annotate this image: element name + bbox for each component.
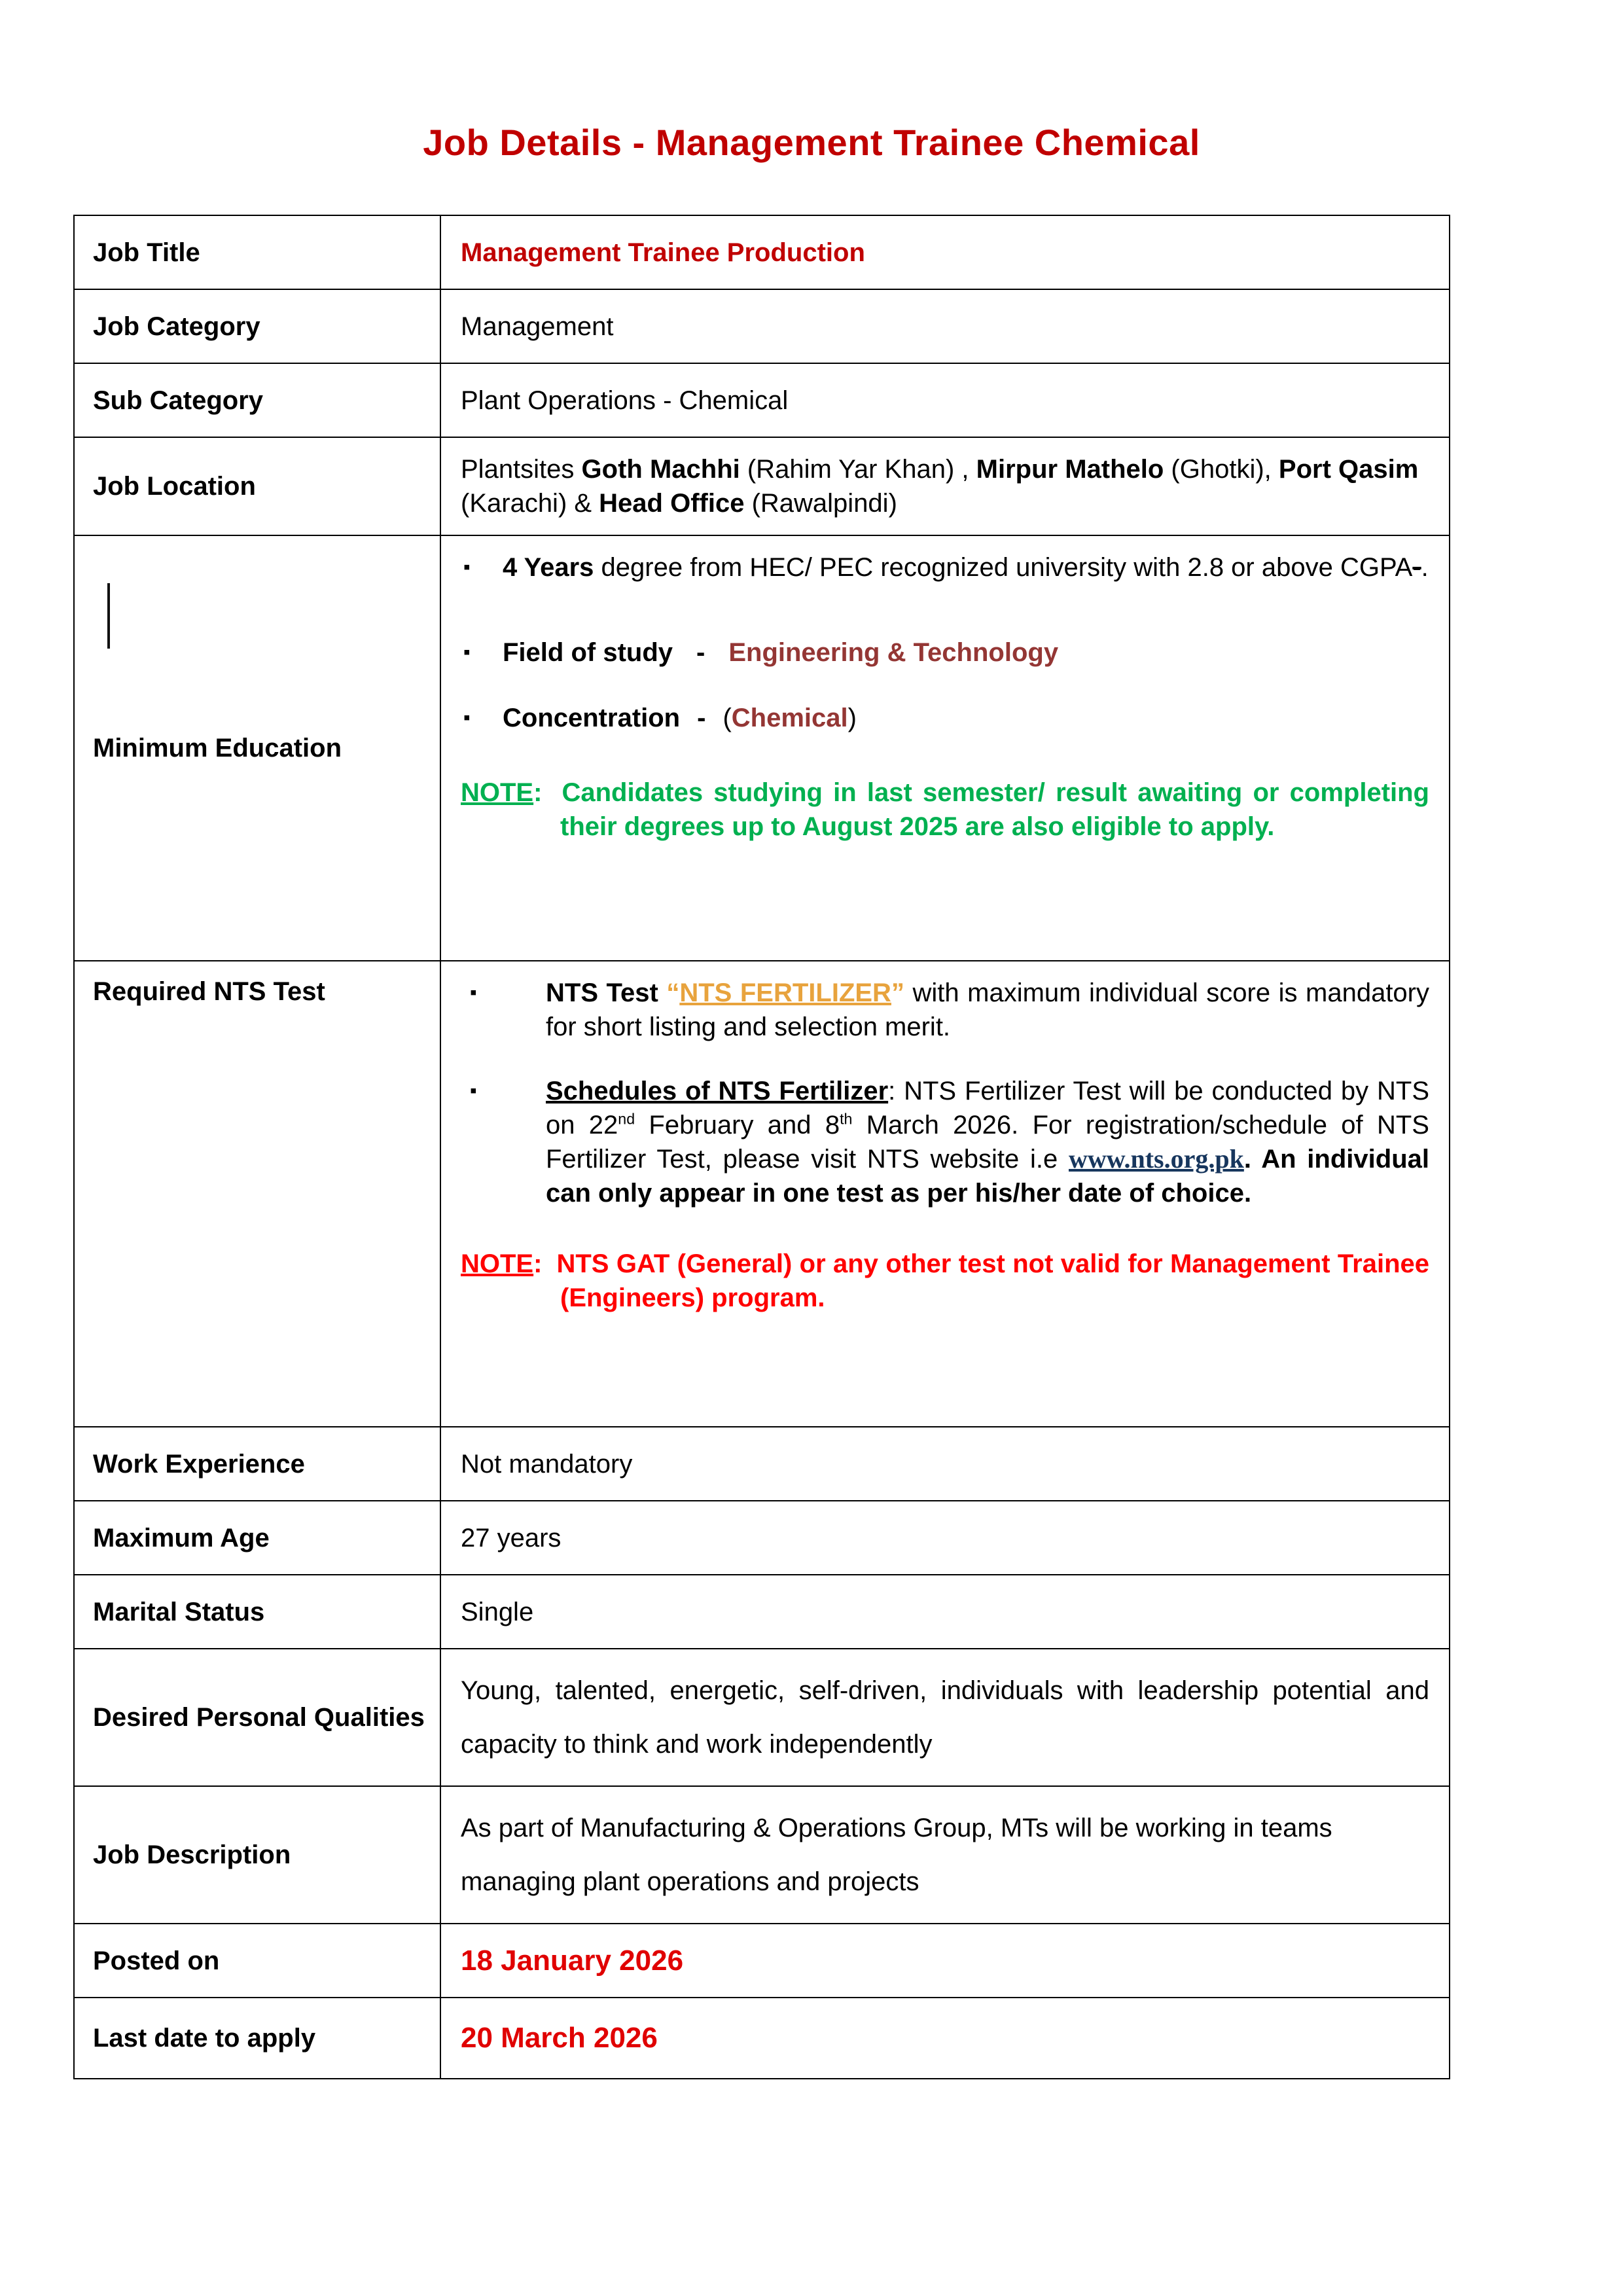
maximum-age-value: 27 years [440, 1501, 1450, 1575]
job-description-label: Job Description [74, 1786, 440, 1924]
last-date-to-apply-cell [440, 1998, 1450, 2079]
text-run: Head Office [599, 489, 745, 518]
row-desired-personal-qualities [74, 1649, 1450, 1786]
text-run: (Rawalpindi) [744, 489, 897, 518]
row-work-experience [74, 1427, 1450, 1501]
sub-category-value: Plant Operations - Chemical [440, 363, 1450, 437]
sub-category-label: Sub Category [74, 363, 440, 437]
posted-on-label: Posted on [74, 1924, 440, 1998]
text-run: with maximum individual score is mandatory for short listing and selection merit. [546, 978, 1429, 1041]
text-run: : NTS Fertilizer Test will be conducted by NTS on 22 [546, 1077, 1430, 1139]
job-category-value: Management [440, 289, 1450, 363]
text-run: Field of study [503, 638, 673, 667]
job-description-value: As part of Manufacturing & Operations Group, MTs will be working in teams managing plant operations and projects [440, 1786, 1450, 1924]
row-sub-category [74, 363, 1450, 437]
row-maximum-age [74, 1501, 1450, 1575]
text-run: (Rahim Yar Khan) , [740, 455, 976, 484]
job-details-table [73, 215, 1450, 2079]
text-run: Port Qasim [1278, 455, 1419, 484]
required-nts-test-label: Required NTS Test [74, 961, 440, 1427]
job-category-label: Job Category [74, 289, 440, 363]
field-of-study-item [461, 636, 1429, 670]
nts-test-item [461, 976, 1429, 1044]
text-run: Mirpur Mathelo [976, 455, 1164, 484]
row-job-location [74, 437, 1450, 535]
desired-personal-qualities-label: Desired Personal Qualities [74, 1649, 440, 1786]
text-run: degree from HEC/ PEC recognized university with 2.8 or above CGPA [594, 553, 1413, 582]
last-date-to-apply-label: Last date to apply [74, 1998, 440, 2079]
text-run: February and 8 [635, 1111, 840, 1139]
text-run: : [533, 1249, 543, 1278]
text-run: ” [891, 978, 904, 1007]
row-minimum-education [74, 535, 1450, 961]
job-title-cell [440, 215, 1450, 289]
last-date-to-apply-value: 20 March 2026 [461, 2022, 658, 2054]
text-run: Plantsites [461, 455, 582, 484]
minimum-education-label: Minimum Education [93, 734, 342, 762]
required-nts-test-cell [440, 961, 1450, 1427]
note-text: NTS GAT (General) or any other test not valid for Management Trainee (Engineers) program. [556, 1249, 1429, 1312]
text-run: : [533, 778, 543, 807]
row-job-description [74, 1786, 1450, 1924]
job-location-label: Job Location [74, 437, 440, 535]
text-run: ) [847, 704, 857, 732]
text-run: “ [666, 978, 680, 1007]
marital-status-label: Marital Status [74, 1575, 440, 1649]
nts-website-link[interactable]: www.nts.org.pk [1069, 1144, 1244, 1174]
text-cursor-caret [107, 583, 110, 649]
job-title-value: Management Trainee Production [461, 238, 865, 267]
posted-on-value: 18 January 2026 [461, 1944, 684, 1977]
concentration-value: Chemical [731, 704, 848, 732]
job-location-cell [440, 437, 1450, 535]
posted-on-cell [440, 1924, 1450, 1998]
text-run: (Ghotki), [1164, 455, 1279, 484]
text-run: . [1243, 1145, 1262, 1174]
nts-note [461, 1247, 1429, 1315]
text-run: March 2026. For registration/schedule of NTS Fertilizer Test, please visit NTS website i.e [546, 1111, 1429, 1174]
note-keyword: NOTE [461, 778, 534, 807]
desired-personal-qualities-value: Young, talented, energetic, self-driven, individuals with leadership potential and capacity to think and work independently [440, 1649, 1450, 1786]
text-run: ( [722, 704, 732, 732]
work-experience-value: Not mandatory [440, 1427, 1450, 1501]
row-job-category [74, 289, 1450, 363]
text-run: 4 Years [503, 553, 594, 582]
nts-schedule-item [461, 1074, 1429, 1210]
text-run: Concentration [503, 704, 681, 732]
text-run: (Karachi) & [461, 489, 599, 518]
text-run: Goth Machhi [581, 455, 740, 484]
row-last-date-to-apply [74, 1998, 1450, 2079]
maximum-age-label: Maximum Age [74, 1501, 440, 1575]
note-text: Candidates studying in last semester/ result awaiting or completing their degrees up to August 2025 are also eligible to apply. [560, 778, 1429, 841]
row-job-title [74, 215, 1450, 289]
text-run: NTS Test [546, 978, 667, 1007]
ordinal-suffix: th [840, 1110, 853, 1128]
text-run: - [1412, 553, 1421, 582]
dash-separator: - [696, 638, 705, 667]
education-note [461, 776, 1429, 844]
concentration-item [461, 701, 1429, 735]
marital-status-value: Single [440, 1575, 1450, 1649]
field-of-study-value: Engineering & Technology [728, 638, 1059, 667]
dash-separator: - [697, 704, 706, 732]
row-posted-on [74, 1924, 1450, 1998]
minimum-education-cell [440, 535, 1450, 961]
minimum-education-label-cell [74, 535, 440, 961]
note-keyword: NOTE [461, 1249, 534, 1278]
row-required-nts-test [74, 961, 1450, 1427]
row-marital-status [74, 1575, 1450, 1649]
ordinal-suffix: nd [618, 1110, 635, 1128]
page-title: Job Details - Management Trainee Chemical [423, 122, 1200, 163]
text-run: . [1421, 553, 1429, 582]
work-experience-label: Work Experience [74, 1427, 440, 1501]
nts-fertilizer-highlight: NTS FERTILIZER [679, 978, 891, 1007]
text-run: An individual can only appear in one test as per his/her date of choice. [546, 1145, 1429, 1208]
job-title-label: Job Title [74, 215, 440, 289]
education-requirement-item [461, 550, 1429, 584]
schedule-heading: Schedules of NTS Fertilizer [546, 1077, 889, 1105]
